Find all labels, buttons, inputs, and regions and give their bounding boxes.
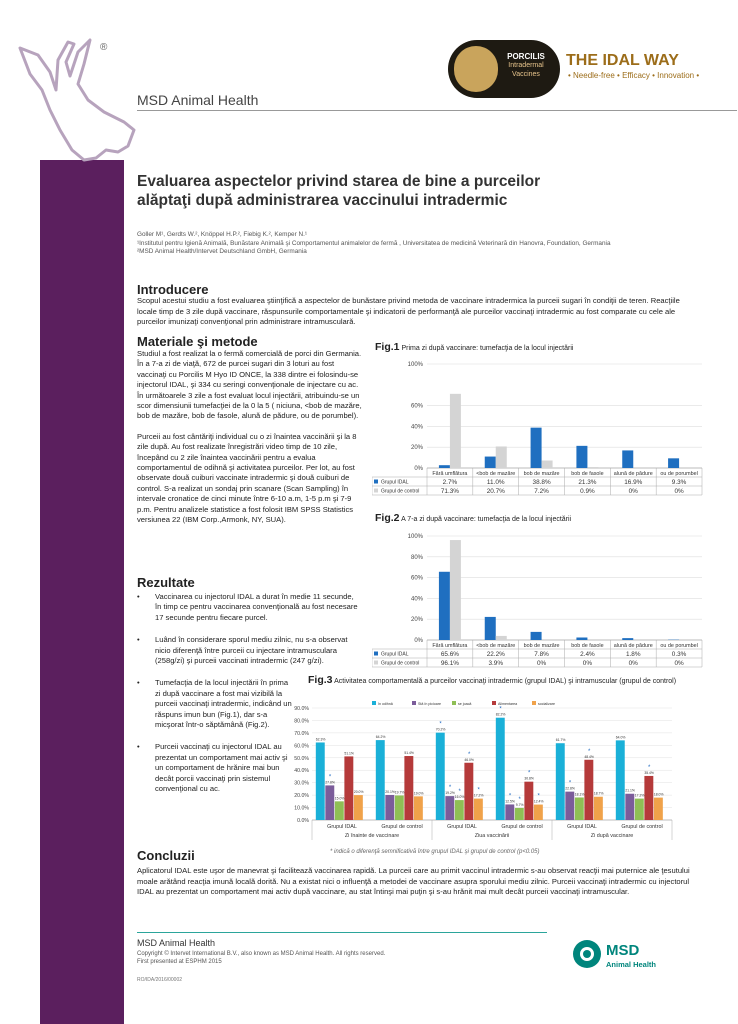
- significance-marker: *: [499, 706, 502, 713]
- x-tick-label: Grupul IDAL: [567, 824, 597, 830]
- significance-marker: *: [518, 796, 521, 803]
- significance-marker: *: [508, 793, 512, 800]
- msd-logo-icon: [572, 938, 602, 970]
- legend-label: Grupul IDAL: [381, 479, 409, 486]
- conclusions-text: Aplicatorul IDAL este uşor de manevrat şi facilitează vaccinarea rapidă. La purceii care au primit vaccinul intradermic s-au observat reacţii mai puternice ale ţesutului moale arătând reacţia imună locală dorită. Nu a existat nici o influenţă a metodei de vaccinare asupra sporului mediu zilnic. Purceii vaccinaţi intradermic cu injectorul IDAL au prezentat un comportament mai activ după vaccinare, au stat întinşi mai puţin şi s-au hrănit mai mult decât purceii vaccinaţi intramuscular.: [137, 866, 690, 896]
- data-label: 19.7%: [394, 790, 405, 795]
- legend-label: Alimentarea: [498, 702, 518, 706]
- data-label: 20.7%: [486, 488, 505, 495]
- intro-text: Scopul acestui studiu a fost evaluarea ştiinţifică a aspectelor de bunăstare privind metoda de vaccinare intradermica la purceii sugari în condiţii de teren. Reacţiile locale timp de 3 zile după vaccinare, răspunsurile comportamentale şi indicatorii de performanţă ale purceilor vaccinaţi intradermic au fost comparate cu cele ale purceilor imunizaţi convenţional prin administrare intramusculară.: [137, 296, 680, 326]
- data-label: 21.1%: [625, 788, 635, 793]
- header-divider: [137, 110, 737, 111]
- data-label: 38.8%: [532, 479, 551, 486]
- bar: [496, 446, 507, 468]
- bar: [575, 797, 584, 820]
- msd-logo-sub: Animal Health: [606, 960, 657, 969]
- data-label: 96.1%: [440, 660, 459, 667]
- x-tick-label: <bob de mazăre: [476, 471, 516, 477]
- bar: [584, 760, 593, 820]
- registered-mark: ®: [100, 42, 108, 53]
- data-label: 64.2%: [375, 735, 386, 740]
- y-tick-label: 90.0%: [294, 706, 309, 712]
- bar: [344, 756, 353, 820]
- fig3-footnote: * indică o diferenţă semnificativă între grupul IDAL şi grupul de control (p<0.05): [330, 849, 540, 855]
- data-label: 12.4%: [533, 799, 544, 804]
- y-tick-label: 100%: [407, 362, 423, 368]
- results-heading: Rezultate: [137, 575, 195, 590]
- sidebar-band: [40, 160, 124, 1024]
- bar: [576, 638, 587, 640]
- data-label: 18.7%: [593, 791, 604, 796]
- significance-marker: *: [448, 785, 452, 792]
- data-label: 19.0%: [413, 791, 424, 796]
- x-tick-label: Grupul de control: [621, 824, 663, 830]
- x-tick-label: Grupul IDAL: [327, 824, 357, 830]
- bar: [455, 800, 464, 820]
- fig1-caption: Fig.1 Prima zi după vaccinare: tumefacţia de la locul injectării: [375, 341, 574, 353]
- y-tick-label: 40%: [410, 424, 423, 431]
- data-label: 16.0%: [454, 795, 465, 800]
- data-label: 30.8%: [524, 776, 534, 781]
- x-tick-label: bob de fasole: [571, 643, 604, 649]
- list-item: • Tumefacţia de la locul injectării în prima zi după vaccinare a fost mai vizibilă la purceii vaccinaţi intradermic, indicând un răspuns imun bun (Fig.1), dar s-a micşorat într-o săptămână (Fig.2).: [137, 678, 362, 730]
- y-tick-label: 50.0%: [294, 755, 309, 762]
- significance-marker: *: [647, 764, 651, 771]
- bar: [524, 782, 533, 820]
- bar: [385, 795, 394, 820]
- data-label: 22.2%: [486, 651, 505, 658]
- methods-heading: Materiale şi metode: [137, 334, 258, 349]
- data-label: 9.3%: [671, 479, 687, 486]
- bar: [404, 756, 413, 820]
- deer-logo-icon: [0, 0, 140, 170]
- methods-text: Studiul a fost realizat la o fermă comercială de porci din Germania. În a 7-a zi de viaţă, 672 de purcei sugari din 3 loturi au fost vaccinaţi cu Porcilis M Hyo ID ONCE, la 338 dintre ei folosindu-se injectorul IDAL, şi 334 cu seringi convenţionale de injectare cu ac. În următoarele 3 zile a fost evaluat locul injectării, atribuindu-se un scor dimensiunii tumefacţiei de la 0 la 5 ( niciuna, <bob de mazăre, bob de mazăre, bob de fasole, alună de pădure, ou de porumbel). Purceii au fost cântăriţi individual cu o zi înaintea vaccinării şi la 8 zile după. Au fost realizate înregistrări video timp de 10 zile, începând cu 2 zile înaintea vaccinării pentru a evalua comportamentul de odihnă şi activitatea purceilor. Per lot, au fost observate două cuiburi vaccinate intradermic şi două cuiburi de control. S-a realizat un sondaj prin scanare (Scan Sampling) în intervale cronatice de cinci minute între 6-10 a.m, 1-5 p.m şi 7-9 p.m. Pentru analizele statistice a fost folosit IBM SPSS Statistics versiunea 22 (IBM Corp.,Armonk, NY, SUA).: [137, 349, 362, 525]
- x-group-label: Zi după vaccinare: [590, 833, 634, 839]
- badge-emblem-icon: [454, 46, 498, 92]
- data-label: 71.3%: [440, 488, 459, 495]
- y-tick-label: 10.0%: [294, 805, 309, 812]
- x-tick-label: Fără umflătura: [432, 471, 468, 477]
- legend-swatch: [374, 652, 378, 656]
- legend-swatch: [372, 701, 376, 705]
- bar: [576, 446, 587, 468]
- bar: [616, 740, 625, 820]
- data-label: 15.0%: [334, 796, 345, 801]
- data-label: 21.3%: [578, 479, 597, 486]
- legend-label: în odihnă: [378, 702, 393, 706]
- bar: [565, 792, 574, 820]
- data-label: 82.2%: [495, 712, 506, 717]
- data-label: 0%: [582, 660, 593, 667]
- bar: [414, 796, 423, 820]
- bar: [644, 776, 653, 820]
- data-label: 18.0%: [653, 792, 664, 797]
- data-label: 0%: [674, 488, 684, 495]
- bar: [335, 801, 344, 820]
- bar: [505, 804, 514, 820]
- poster-title: Evaluarea aspectelor privind starea de bine a purceilor alăptaţi după administrarea vaccinului intradermic: [137, 173, 541, 209]
- bar: [450, 394, 461, 468]
- data-label: 2.4%: [580, 651, 595, 658]
- bar: [622, 638, 633, 640]
- footer-copyright: Copyright © Intervet International B.V., also known as MSD Animal Health. All rights reserved. First presented at ESPHM 2015: [137, 951, 386, 965]
- x-tick-label: Grupul IDAL: [447, 824, 477, 830]
- porcilis-badge-text: PORCILIS Intradermal Vaccines: [507, 52, 545, 78]
- x-group-label: Ziua vaccinării: [474, 833, 510, 839]
- fig3-chart: [280, 700, 676, 846]
- bar: [354, 795, 363, 820]
- bar: [622, 450, 633, 468]
- footer-code: RO/IDA/2016/00002: [137, 977, 183, 983]
- data-label: 51.4%: [404, 751, 414, 756]
- bar: [496, 636, 507, 640]
- bar: [531, 632, 542, 640]
- data-label: 62.3%: [315, 737, 326, 742]
- bar: [474, 799, 483, 820]
- idal-way-tagline: • Needle-free • Efficacy • Innovation •: [568, 71, 700, 80]
- legend-label: Grupul IDAL: [381, 651, 409, 658]
- significance-marker: *: [439, 721, 442, 728]
- y-tick-label: 100%: [407, 534, 423, 540]
- legend-label: Grupul de control: [381, 488, 420, 495]
- bar: [496, 718, 505, 820]
- x-tick-label: Fără umflătura: [432, 643, 468, 649]
- x-tick-label: alună de pădure: [613, 643, 653, 649]
- x-tick-label: ou de porumbel: [660, 643, 698, 649]
- y-tick-label: 0.0%: [297, 818, 309, 824]
- significance-marker: *: [568, 780, 572, 787]
- data-label: 1.8%: [625, 651, 641, 658]
- y-tick-label: 20.0%: [294, 793, 309, 800]
- bar: [436, 733, 445, 820]
- bar: [556, 743, 565, 820]
- bar: [542, 461, 553, 468]
- data-label: 7.8%: [534, 651, 549, 658]
- conclusions-heading: Concluzii: [137, 848, 195, 863]
- significance-marker: *: [328, 774, 332, 781]
- data-label: 61.7%: [555, 738, 566, 743]
- data-label: 16.9%: [624, 479, 643, 486]
- data-label: 0.3%: [671, 651, 687, 658]
- x-tick-label: Grupul de control: [501, 824, 543, 830]
- bar: [654, 798, 663, 820]
- data-label: 2.7%: [442, 479, 458, 486]
- data-label: 65.6%: [440, 651, 459, 658]
- data-label: 35.4%: [644, 770, 654, 775]
- footer-brand: MSD Animal Health: [137, 938, 216, 948]
- data-label: 64.0%: [615, 735, 626, 740]
- x-tick-label: bob de mazăre: [523, 471, 560, 477]
- brand-header: MSD Animal Health: [137, 92, 259, 108]
- y-tick-label: 40%: [410, 596, 423, 603]
- data-label: 12.5%: [505, 799, 515, 804]
- data-label: 9.7%: [515, 802, 524, 807]
- data-label: 27.8%: [325, 780, 335, 785]
- legend-label: Stă în picioare: [418, 702, 441, 706]
- legend-label: se joacă: [458, 702, 472, 706]
- y-tick-label: 20%: [410, 617, 423, 624]
- list-item: • Vaccinarea cu injectorul IDAL a durat în medie 11 secunde, în timp ce pentru vaccinarea convenţională au fost necesare 17 secunde pentru fiecare purcel.: [137, 592, 362, 623]
- data-label: 70.2%: [435, 727, 446, 732]
- authors-block: Goller M¹, Gerdts W.², Knöppel H.P.², Fiebig K.², Kemper N.¹ ¹Institutul pentru Igienă Animală, Bunăstare Animală şi Comportamentul animalelor de fermă , Universitatea de medicină Veterinară din Hanovra, Foundation, Germania ²MSD Animal Health/Intervet Deutschland GmbH, Germania: [137, 231, 611, 255]
- legend-swatch: [532, 701, 536, 705]
- bar: [635, 799, 644, 820]
- msd-logo-text: MSD: [606, 942, 640, 959]
- data-label: 20.1%: [385, 789, 395, 794]
- legend-label: Grupul de control: [381, 660, 420, 667]
- bar: [376, 740, 385, 820]
- y-tick-label: 80%: [410, 554, 423, 561]
- bar: [534, 805, 543, 820]
- y-tick-label: 60%: [410, 403, 423, 410]
- bar: [668, 458, 679, 468]
- idal-way-title: THE IDAL WAY: [566, 52, 679, 69]
- data-label: 17.2%: [473, 793, 484, 798]
- x-tick-label: alună de pădure: [613, 471, 653, 477]
- list-item: • Luând în considerare sporul mediu zilnic, nu s-a observat nicio diferenţă între purceii cu injectare intramusculara (258g/zi) şi purceii vaccinati intradermic (247 g/zi).: [137, 635, 362, 666]
- fig3-caption: Fig.3 Activitatea comportamentală a purceilor vaccinaţi intradermic (grupul IDAL) şi intramuscular (grupul de control): [308, 674, 677, 686]
- footer-divider: [137, 932, 547, 933]
- fig2-chart: [372, 528, 708, 670]
- data-label: 0%: [628, 488, 638, 495]
- legend-swatch: [452, 701, 456, 705]
- y-tick-label: 0%: [414, 466, 423, 472]
- significance-marker: *: [477, 787, 480, 794]
- significance-marker: *: [537, 793, 540, 800]
- x-group-label: Zi înainte de vaccinare: [344, 833, 400, 839]
- data-label: 19.2%: [445, 791, 455, 796]
- data-label: 0.9%: [580, 488, 595, 495]
- x-tick-label: <bob de mazăre: [476, 643, 516, 649]
- data-label: 51.1%: [344, 751, 354, 756]
- bar: [485, 617, 496, 640]
- y-tick-label: 20%: [410, 445, 423, 452]
- legend-swatch: [412, 701, 416, 705]
- bar: [485, 457, 496, 468]
- y-tick-label: 40.0%: [294, 768, 309, 775]
- y-tick-label: 30.0%: [294, 780, 309, 787]
- significance-marker: *: [458, 789, 461, 796]
- legend-swatch: [374, 480, 378, 484]
- bar: [439, 572, 450, 640]
- y-tick-label: 70.0%: [294, 730, 309, 737]
- legend-label: socializare: [538, 702, 555, 706]
- bar: [531, 428, 542, 468]
- data-label: 11.0%: [486, 479, 505, 486]
- fig1-chart: [372, 356, 708, 500]
- bar: [450, 540, 461, 640]
- legend-swatch: [374, 489, 378, 493]
- data-label: 3.9%: [488, 660, 504, 667]
- data-label: 0%: [628, 660, 638, 667]
- y-tick-label: 60.0%: [294, 743, 309, 750]
- data-label: 46.0%: [464, 757, 474, 762]
- y-tick-label: 60%: [410, 575, 423, 582]
- significance-marker: *: [527, 770, 531, 777]
- data-label: 20.0%: [353, 790, 364, 795]
- bar: [325, 785, 334, 820]
- data-label: 22.8%: [565, 786, 575, 791]
- bar: [395, 795, 404, 820]
- fig2-caption: Fig.2 A 7-a zi după vaccinare: tumefacţia de la locul injectării: [375, 512, 572, 524]
- data-label: 48.4%: [584, 754, 594, 759]
- bar: [587, 467, 598, 468]
- bar: [445, 796, 454, 820]
- intro-heading: Introducere: [137, 282, 209, 297]
- x-tick-label: ou de porumbel: [660, 471, 698, 477]
- bar: [625, 794, 634, 820]
- data-label: 18.1%: [574, 792, 585, 797]
- bar: [464, 763, 473, 820]
- x-tick-label: bob de mazăre: [523, 643, 560, 649]
- x-tick-label: Grupul de control: [381, 824, 423, 830]
- list-item: • Purceii vaccinaţi cu injectorul IDAL au prezentat un comportament mai activ şi un comportament de hrănire mai bun decât porcii vaccinaţi prin sistemul convenţional cu ac.: [137, 742, 362, 794]
- legend-swatch: [492, 701, 496, 705]
- y-tick-label: 80.0%: [294, 718, 309, 725]
- bar: [594, 797, 603, 820]
- x-tick-label: bob de fasole: [571, 471, 604, 477]
- data-label: 0%: [674, 660, 684, 667]
- y-tick-label: 0%: [414, 638, 423, 644]
- data-label: 0%: [536, 660, 547, 667]
- bar: [439, 465, 450, 468]
- significance-marker: *: [467, 751, 471, 758]
- bar: [316, 742, 325, 820]
- data-label: 7.2%: [534, 488, 549, 495]
- significance-marker: *: [587, 748, 591, 755]
- legend-swatch: [374, 661, 378, 665]
- bar: [515, 808, 524, 820]
- data-label: 17.2%: [634, 793, 645, 798]
